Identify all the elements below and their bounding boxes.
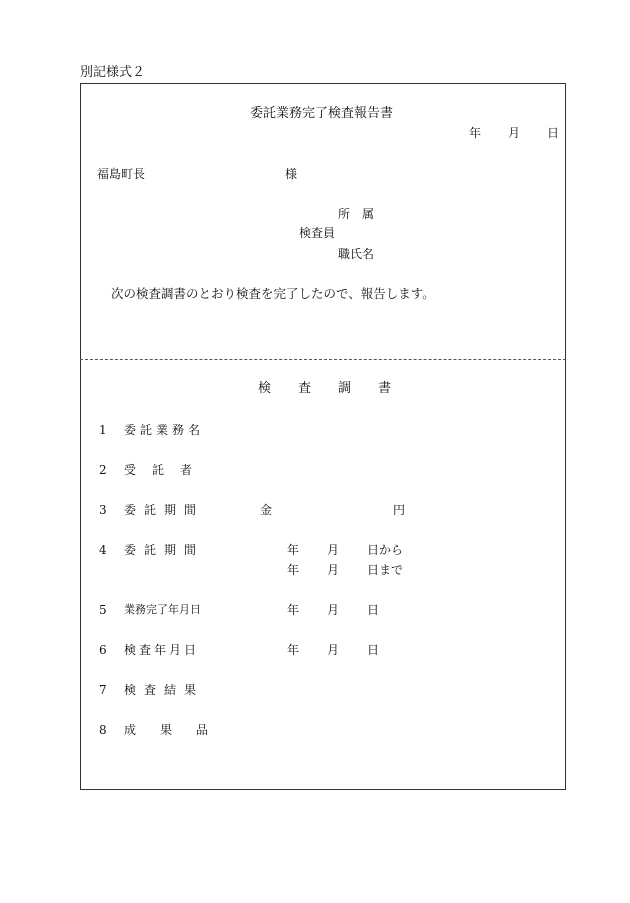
inspector-label: 検査員: [299, 226, 336, 240]
record-title-char: 査: [298, 381, 312, 396]
inspection-date-day: 日: [367, 643, 380, 657]
item-number: 8: [99, 723, 107, 737]
item-label-completion-date: 業務完了年月日: [124, 603, 201, 616]
period-to-day: 日まで: [367, 563, 404, 577]
item-number: 2: [99, 463, 107, 477]
item-label-contract-period: 委託期間: [124, 543, 205, 557]
item-label-inspection-date: 検査年月日: [124, 643, 200, 657]
affiliation-label: 所 属: [338, 207, 375, 221]
period-to-month: 月: [327, 563, 340, 577]
item-label-contractor: 受 託 者: [124, 463, 195, 477]
period-from-year: 年: [287, 543, 300, 557]
amount-prefix: 金: [260, 503, 273, 517]
item-number: 1: [99, 423, 107, 437]
record-title-char: 書: [378, 381, 392, 396]
item-label-inspection-result: 検査結果: [124, 683, 205, 697]
item-number: 7: [99, 683, 107, 697]
inspection-date-year: 年: [287, 643, 300, 657]
report-date-month: 月: [508, 126, 521, 140]
honorific: 様: [285, 167, 298, 181]
section-divider: [80, 359, 566, 360]
completion-date-month: 月: [327, 603, 340, 617]
record-title-char: 調: [338, 381, 352, 396]
item-number: 6: [99, 643, 107, 657]
period-from-day: 日から: [367, 543, 404, 557]
amount-unit: 円: [393, 503, 406, 517]
item-number: 3: [99, 503, 107, 517]
period-to-year: 年: [287, 563, 300, 577]
item-number: 5: [99, 603, 107, 617]
item-label-contract-name: 委託業務名: [124, 423, 205, 437]
report-title: 委託業務完了検査報告書: [250, 106, 394, 121]
period-from-month: 月: [327, 543, 340, 557]
inspection-date-month: 月: [327, 643, 340, 657]
completion-date-day: 日: [367, 603, 380, 617]
item-number: 4: [99, 543, 107, 557]
report-date-day: 日: [547, 126, 560, 140]
item-label-deliverables: 成 果 品: [124, 723, 215, 737]
item-label-contract-period: 委託期間: [124, 503, 205, 517]
report-statement: 次の検査調書のとおり検査を完了したので、報告します。: [111, 286, 435, 301]
addressee: 福島町長: [97, 167, 146, 181]
form-number-label: 別記様式２: [80, 65, 146, 80]
report-date-year: 年: [469, 126, 482, 140]
completion-date-year: 年: [287, 603, 300, 617]
record-title-char: 検: [258, 381, 272, 396]
title-name-label: 職氏名: [338, 247, 375, 261]
